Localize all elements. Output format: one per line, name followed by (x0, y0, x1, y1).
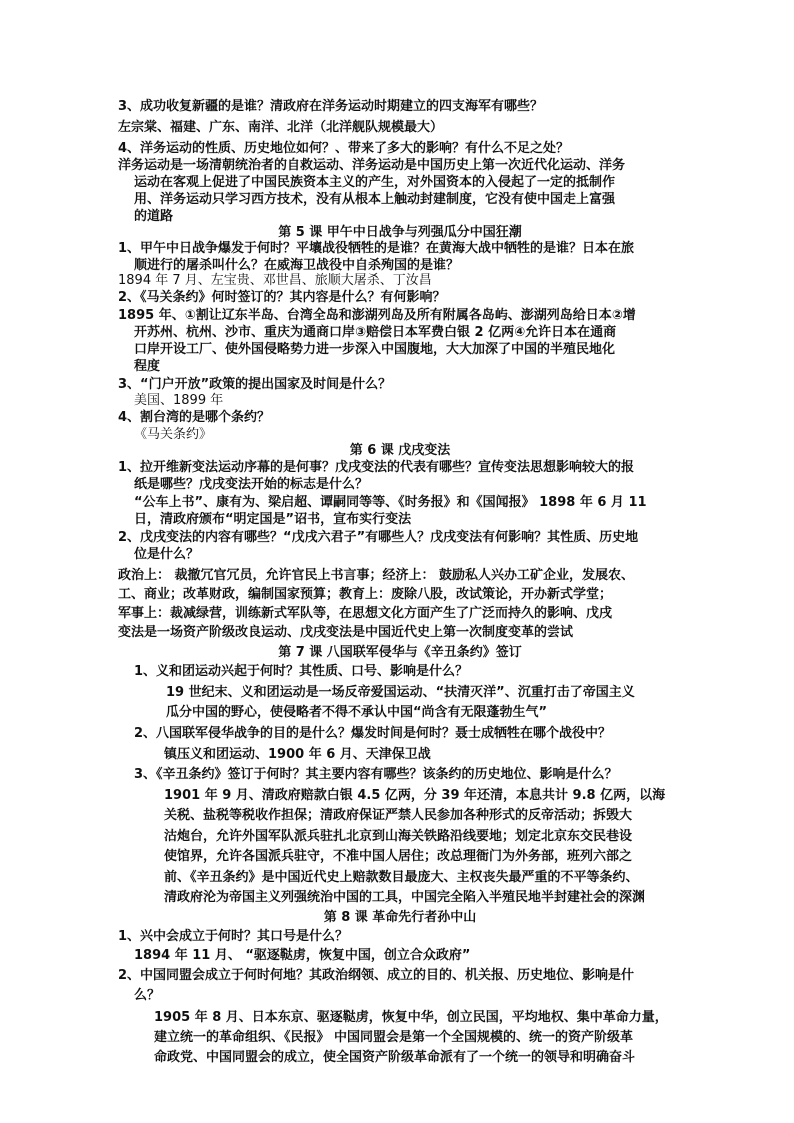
text-line: 1895 年、①割让辽东半岛、台湾全岛和澎湖列岛及所有附属各岛屿、澎湖列岛给日本②增 (118, 308, 636, 323)
text-line: 日，清政府颁布“明定国是”诏书，宣布实行变法 (134, 512, 412, 527)
text-line: 美国、1899 年 (134, 393, 224, 408)
text-line: 4、洋务运动的性质、历史地位如何？、带来了多大的影响？有什么不足之处？ (118, 141, 570, 156)
text-line: 工、商业；改革财政，编制国家预算；教育上：废除八股，改试策论，开办新式学堂； (118, 587, 613, 602)
text-line: 口岸开设工厂、使外国侵略势力进一步深入中国腹地，大大加深了中国的半殖民地化 (134, 342, 616, 357)
text-line: 1905 年 8 月、日本东京、驱逐鞑虏，恢复中华，创立民国，平均地权、集中革命力量， (154, 1010, 668, 1025)
text-line: 1、兴中会成立于何时？其口号是什么？ (118, 929, 349, 944)
text-line: 1894 年 11 月、 “驱逐鞑虏，恢复中国，创立合众政府” (134, 948, 471, 963)
text-line: 么？ (134, 988, 161, 1003)
text-line: 的道路 (134, 209, 174, 224)
text-line: 程度 (134, 359, 161, 374)
lesson-heading: 第 6 课 戊戌变法 (349, 443, 451, 458)
text-line: 运动在客观上促进了中国民族资本主义的产生，对外国资本的入侵起了一定的抵制作 (134, 175, 616, 190)
text-line: 3、“门户开放”政策的提出国家及时间是什么？ (118, 377, 392, 392)
text-line: 关税、盐税等税收作担保；清政府保证严禁人民参加各种形式的反帝活动；拆毁大 (164, 808, 633, 823)
text-line: 镇压义和团运动、1900 年 6 月、天津保卫战 (164, 747, 431, 762)
text-line: 位是什么？ (134, 547, 200, 562)
text-line: 使馆界，允许各国派兵驻守，不准中国人居住；改总理衙门为外务部，班列六部之 (164, 849, 633, 864)
text-line: 纸是哪些？戊戌变法开始的标志是什么？ (134, 477, 369, 492)
text-line: 命政党、中国同盟会的成立，使全国资产阶级革命派有了一个统一的领导和明确奋斗 (154, 1050, 636, 1065)
text-line: 19 世纪末、义和团运动是一场反帝爱国运动、“扶清灭洋”、沉重打击了帝国主义 (166, 685, 635, 700)
text-line: 变法是一场资产阶级改良运动、戊戌变法是中国近代史上第一次制度变革的尝试 (118, 625, 574, 640)
text-line: 左宗棠、福建、广东、南洋、北洋（北洋舰队规模最大） (118, 120, 444, 135)
text-line: 3、成功收复新疆的是谁？清政府在洋务运动时期建立的四支海军有哪些？ (118, 99, 544, 114)
text-line: 用、洋务运动只学习西方技术，没有从根本上触动封建制度，它没有使中国走上富强 (134, 192, 616, 207)
text-line: “公车上书”、康有为、梁启超、谭嗣同等等、《时务报》和《国闻报》 1898 年 6 月 11 (134, 495, 647, 510)
text-line: 1、拉开维新变法运动序幕的是何事？戊戌变法的代表有哪些？宣传变法思想影响较大的报 (118, 460, 635, 475)
text-line: 顺进行的屠杀叫什么？在威海卫战役中自杀殉国的是谁？ (134, 258, 460, 273)
text-line: 建立统一的革命组织、《民报》 中国同盟会是第一个全国规模的、统一的资产阶级革 (154, 1030, 634, 1045)
text-line: 《马关条约》 (134, 427, 213, 442)
text-line: 2、中国同盟会成立于何时何地？其政治纲领、成立的目的、机关报、历史地位、影响是什 (118, 968, 635, 983)
lesson-heading: 第 7 课 八国联军侵华与《辛丑条约》签订 (278, 645, 522, 660)
text-line: 瓜分中国的野心，使侵略者不得不承认中国“尚含有无限蓬勃生气” (166, 705, 548, 720)
text-line: 前、《辛丑条约》是中国近代史上赔款数目最庞大、主权丧失最严重的不平等条约、 (164, 870, 639, 885)
text-line: 清政府沦为帝国主义列强统治中国的工具，中国完全陷入半殖民地半封建社会的深渊 (164, 890, 646, 905)
text-line: 沽炮台，允许外国军队派兵驻扎北京到山海关铁路沿线要地；划定北京东交民巷设 (164, 829, 633, 844)
text-line: 1901 年 9 月、清政府赔款白银 4.5 亿两，分 39 年还清，本息共计 9.8 亿两，以海 (164, 788, 666, 803)
text-line: 2、八国联军侵华战争的目的是什么？爆发时间是何时？聂士成牺牲在哪个战役中？ (134, 726, 612, 741)
text-line: 1、义和团运动兴起于何时？其性质、口号、影响是什么？ (134, 664, 469, 679)
text-line: 3、《辛丑条约》签订于何时？其主要内容有哪些？该条约的历史地位、影响是什么？ (134, 767, 618, 782)
lesson-heading: 第 5 课 甲午中日战争与列强瓜分中国狂潮 (278, 225, 522, 240)
text-line: 1894 年 7 月、左宝贵、邓世昌、旅顺大屠杀、丁汝昌 (118, 273, 432, 288)
text-line: 开苏州、杭州、沙市、重庆为通商口岸③赔偿日本军费白银 2 亿两④允许日本在通商 (134, 325, 617, 340)
text-line: 军事上：裁减绿营，训练新式军队等，在思想文化方面产生了广泛而持久的影响、戊戌 (118, 606, 613, 621)
text-line: 洋务运动是一场清朝统治者的自救运动、洋务运动是中国历史上第一次近代化运动、洋务 (118, 158, 626, 173)
text-line: 政治上： 裁撤冗官冗员，允许官民上书言事；经济上： 鼓励私人兴办工矿企业，发展农、 (118, 568, 635, 583)
text-line: 4、割台湾的是哪个条约？ (118, 410, 271, 425)
text-line: 1、甲午中日战争爆发于何时？平壤战役牺牲的是谁？在黄海大战中牺牲的是谁？日本在旅 (118, 241, 635, 256)
lesson-heading: 第 8 课 革命先行者孙中山 (323, 910, 477, 925)
text-line: 2、《马关条约》何时签订的？其内容是什么？有何影响？ (118, 290, 446, 305)
text-line: 2、戊戌变法的内容有哪些？“戊戌六君子”有哪些人？戊戌变法有何影响？其性质、历史地 (118, 530, 639, 545)
